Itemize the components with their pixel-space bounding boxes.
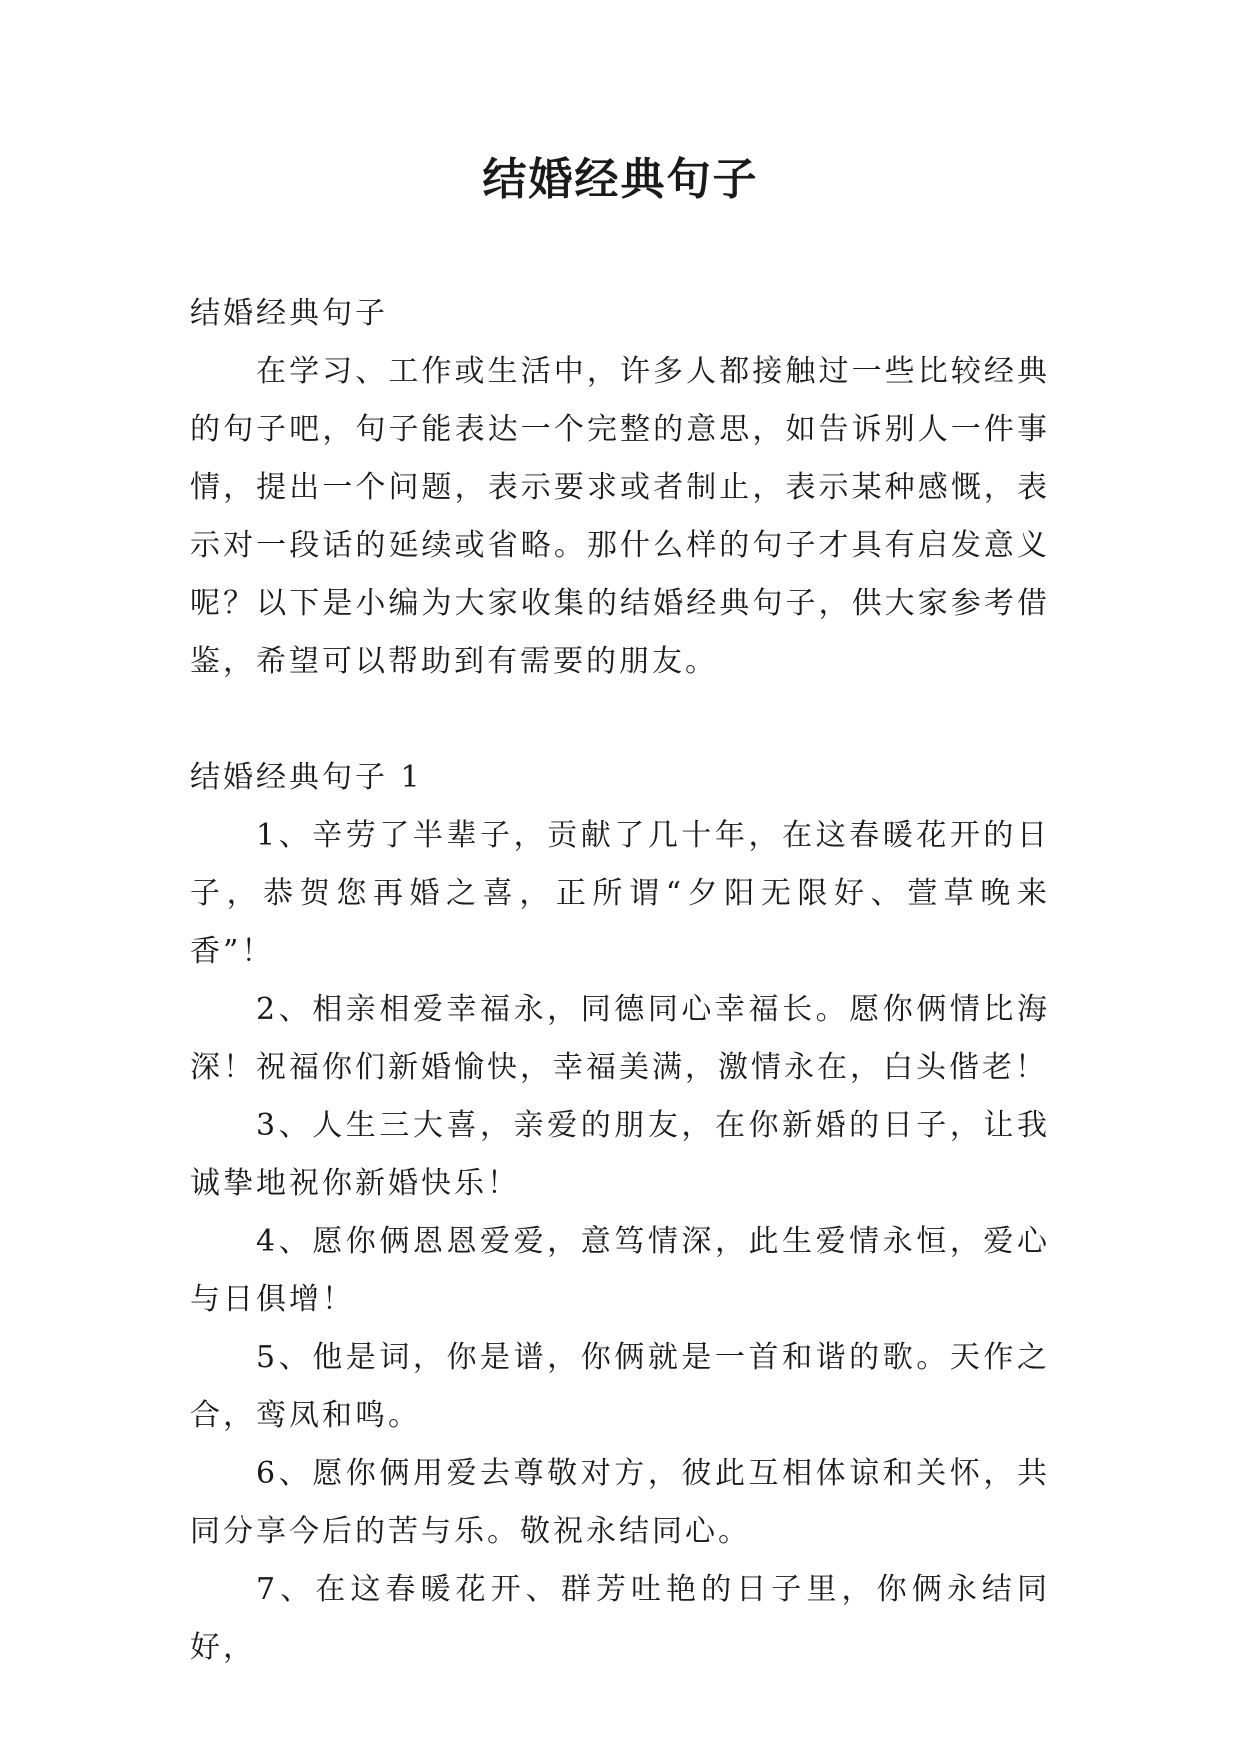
list-item: 3、人生三大喜，亲爱的朋友，在你新婚的日子，让我诚挚地祝你新婚快乐！ — [190, 1108, 1050, 1201]
list-item: 6、愿你俩用爱去尊敬对方，彼此互相体谅和关怀，共同分享今后的苦与乐。敬祝永结同心。 — [190, 1456, 1050, 1549]
list-item: 1、辛劳了半辈子，贡献了几十年，在这春暖花开的日子，恭贺您再婚之喜，正所谓“夕阳无限好、萱草晚来香”！ — [190, 818, 1050, 969]
list-item: 5、他是词，你是谱，你俩就是一首和谐的歌。天作之合，鸾凤和鸣。 — [190, 1340, 1050, 1433]
list-item: 7、在这春暖花开、群芳吐艳的日子里，你俩永结同好， — [190, 1572, 1050, 1665]
document-subtitle: 结婚经典句子 — [190, 296, 388, 331]
list-item: 2、相亲相爱幸福永，同德同心幸福长。愿你俩情比海深！祝福你们新婚愉快，幸福美满，激情永在，白头偕老！ — [190, 992, 1050, 1085]
paragraph-spacer — [190, 691, 1050, 749]
intro-paragraph: 在学习、工作或生活中，许多人都接触过一些比较经典的句子吧，句子能表达一个完整的意思，如告诉别人一件事情，提出一个问题，表示要求或者制止，表示某种感慨，表示对一段话的延续或省略。那什么样的句子才具有启发意义呢？以下是小编为大家收集的结婚经典句子，供大家参考借鉴，希望可以帮助到有需要的朋友。 — [190, 354, 1050, 679]
document-body — [190, 285, 1050, 1677]
section-heading: 结婚经典句子 1 — [190, 760, 423, 795]
list-item: 4、愿你俩恩恩爱爱，意笃情深，此生爱情永恒，爱心与日俱增！ — [190, 1224, 1050, 1317]
page-title: 结婚经典句子 — [482, 154, 759, 205]
